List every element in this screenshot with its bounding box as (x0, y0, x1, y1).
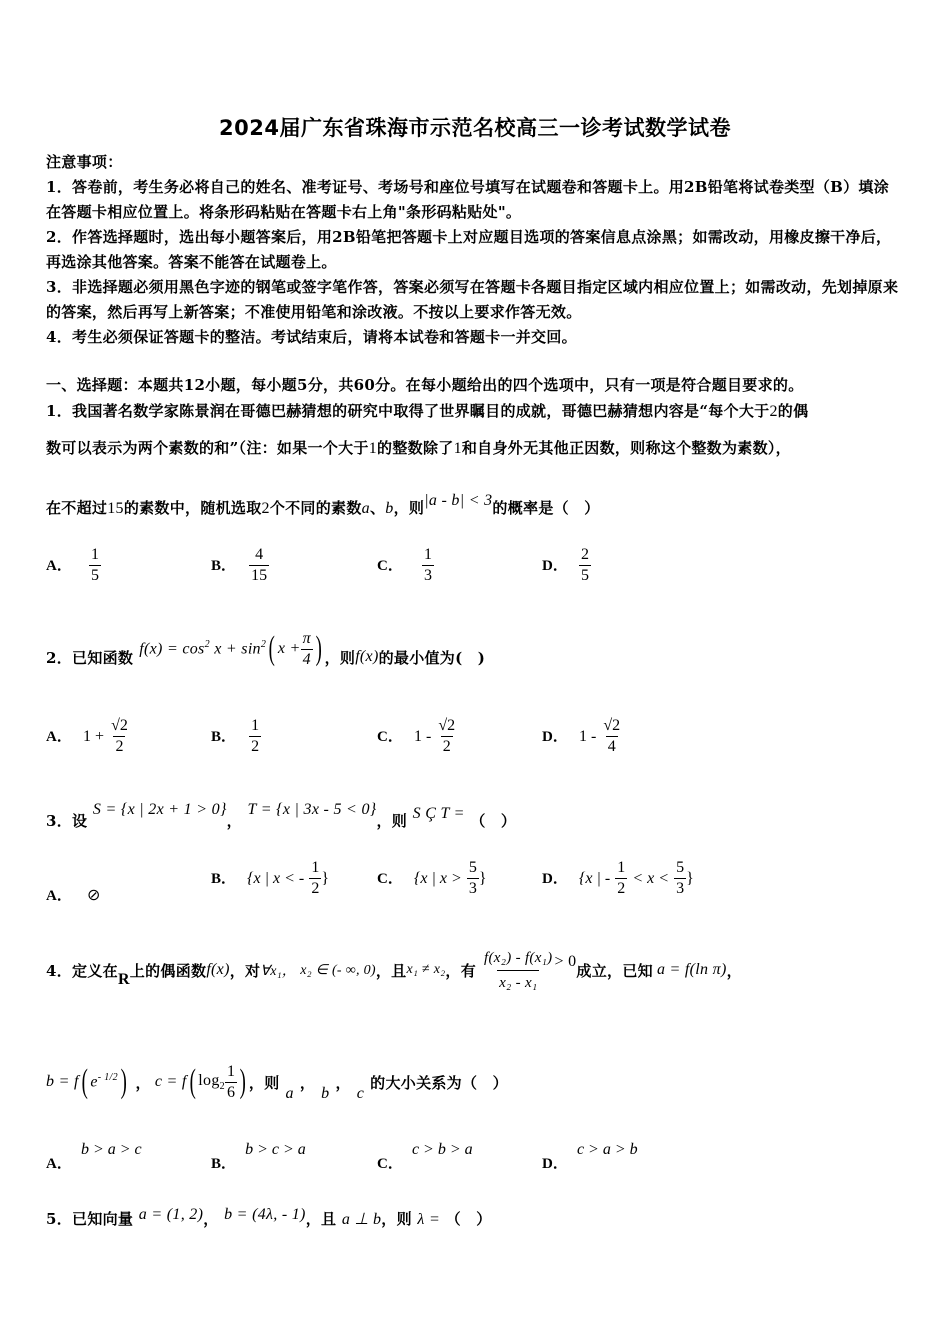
q4-option-d[interactable]: D． c > a > b (542, 1141, 638, 1172)
q1-option-d[interactable]: D． $\frac{2}{5}$ (542, 546, 589, 584)
q1-option-c[interactable]: C． $\frac{1}{3}$ (377, 546, 432, 584)
q2-option-a[interactable]: A． 1 + $\frac{√2}{2}$ (46, 717, 128, 755)
q3-option-b[interactable]: B． {x | x < - $\frac{1}{2}$ } (211, 859, 330, 897)
q2-stem: 2．已知函数 $f(x) = \cos^2 x + \sin^2$ ( x + $\frac{\pi}{4}$ ) ，则 f(x) 的最小值为( ) (46, 629, 486, 668)
q1-line-2: 数可以表示为两个素数的和”（注：如果一个大于1的整数除了1和自身外无其他正因数，则称这个整数为素数）， (46, 439, 791, 457)
q1-line-3: 在不超过15的素数中，随机选取2个不同的素数a、b，则|a - b| < 3的概率是（ ） (46, 492, 600, 517)
q2-option-c[interactable]: C． 1 - $\frac{√2}{2}$ (377, 717, 456, 755)
q4-option-a[interactable]: A． b > a > c (46, 1141, 142, 1172)
q2-option-b[interactable]: B． $\frac{1}{2}$ (211, 717, 260, 755)
notice-item-3: 3．非选择题必须用黑色字迹的钢笔或签字笔作答，答案必须写在答题卡各题目指定区域内相应位置上；如需改动，先划掉原来的答案，然后再写上新答案；不准使用铅笔和涂改液。不按以上要求作答无效。 (46, 278, 899, 321)
notice-item-2: 2．作答选择题时，选出每小题答案后，用2B铅笔把答题卡上对应题目选项的答案信息点涂黑；如需改动，用橡皮擦干净后，再选涂其他答案。答案不能答在试题卷上。 (46, 228, 892, 271)
q4-option-b[interactable]: B． b > c > a (211, 1141, 306, 1172)
q4-stem-line-2: b = f ( $e^{- 1/2}$ ) ， c = f ( $\log_2$ $\frac{1}{6}$ ) ，则 a ， b ， c 的大小关系为（ ） (46, 1062, 508, 1102)
q3-option-d[interactable]: D． {x | - $\frac{1}{2}$ < x < $\frac{5}{3}$ } (542, 859, 694, 897)
q3-option-c[interactable]: C． {x | x > $\frac{5}{3}$ } (377, 859, 487, 897)
q5-stem: 5．已知向量 a = (1, 2)， b = (4λ, - 1)，且 a ⊥ b，则 λ = （ ） (46, 1206, 492, 1228)
q1-option-b[interactable]: B． $\frac{4}{15}$ (211, 546, 268, 584)
q1-option-a[interactable]: A． $\frac{1}{5}$ (46, 546, 99, 584)
q1-line-1: 1．我国著名数学家陈景润在哥德巴赫猜想的研究中取得了世界瞩目的成就，哥德巴赫猜想内容是“每个大于2的偶 (46, 402, 809, 420)
notice-item-1: 1．答卷前，考生务必将自己的姓名、准考证号、考场号和座位号填写在试题卷和答题卡上。用2B铅笔将试卷类型（B）填涂在答题卡相应位置上。将条形码粘贴在答题卡右上角"条形码粘贴处"。 (46, 178, 890, 221)
notice-item-4: 4．考生必须保证答题卡的整洁。考试结束后，请将本试卷和答题卡一并交回。 (46, 328, 577, 346)
q3-stem: 3．设 S = {x | 2x + 1 > 0}， T = {x | 3x - 5 < 0}，则 S Ç T = （ ） (46, 801, 517, 830)
q4-stem-line-1: 4．定义在 R 上的偶函数 f(x) ，对 ∀x₁， x₂ ∈ (- ∞, 0) ，且 x₁ ≠ x₂ ，有 $\frac{\text{f(x₂) - f(x₁)}}{\text{x₂ - x₁}}$ > 0 成立，已知 a = f(ln π) ， (46, 944, 742, 996)
page-title: 2024届广东省珠海市示范名校高三一诊考试数学试卷 (219, 116, 731, 140)
q3-option-a[interactable]: A． ⊘ (46, 887, 101, 904)
section-heading: 一、选择题：本题共12小题，每小题5分，共60分。在每小题给出的四个选项中，只有一项是符合题目要求的。 (46, 376, 804, 394)
notice-heading: 注意事项： (46, 153, 123, 171)
q2-option-d[interactable]: D． 1 - $\frac{√2}{4}$ (542, 717, 621, 755)
q4-option-c[interactable]: C． c > b > a (377, 1141, 473, 1172)
